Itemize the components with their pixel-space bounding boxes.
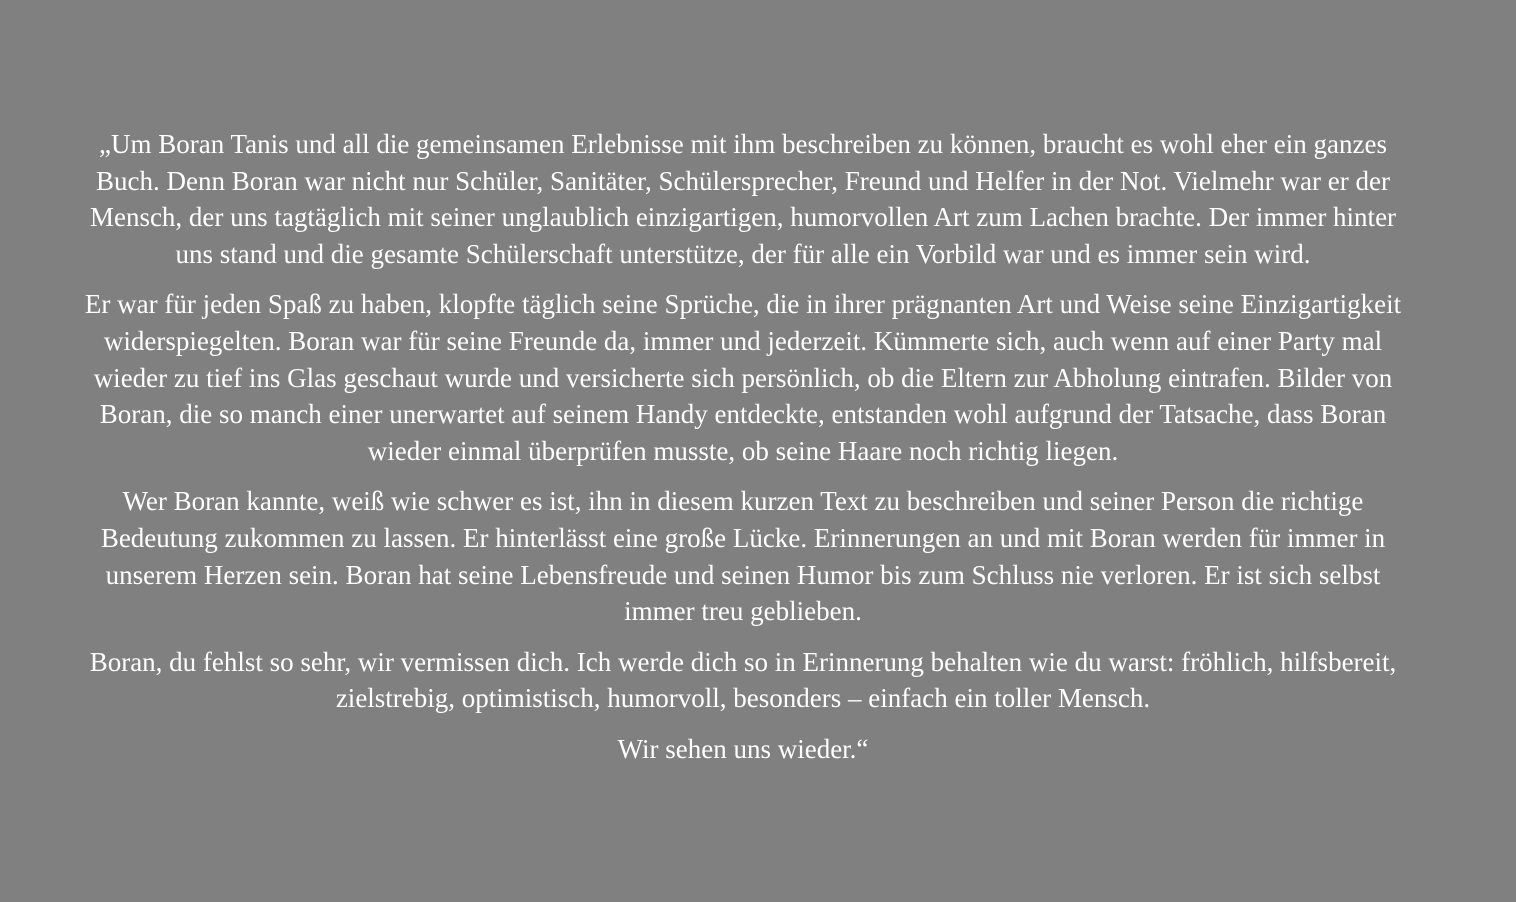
tribute-text-block bbox=[82, 126, 1404, 768]
tribute-paragraph-3: Wer Boran kannte, weiß wie schwer es ist, ihn in diesem kurzen Text zu beschreiben und seiner Person die richtige Bedeutung zukommen zu lassen. Er hinterlässt eine große Lücke. Erinnerungen an und mit Boran werden für immer in unserem Herzen sein. Boran hat seine Lebensfreude und seinen Humor bis zum Schluss nie verloren. Er ist sich selbst immer treu geblieben. bbox=[100, 486, 1386, 627]
tribute-paragraph-4: Boran, du fehlst so sehr, wir vermissen dich. Ich werde dich so in Erinnerung behalten wie du warst: fröhlich, hilfsbereit, zielstrebig, optimistisch, humorvoll, besonders – einfach ein toller Mensch. bbox=[89, 646, 1397, 714]
tribute-paragraph-1: „Um Boran Tanis und all die gemeinsamen Erlebnisse mit ihm beschreiben zu können, braucht es wohl eher ein ganzes Buch. Denn Boran war nicht nur Schüler, Sanitäter, Schülersprecher, Freund und Helfer in der Not. Vielmehr war er der Mensch, der uns tagtäglich mit seiner unglaublich einzigartigen, humorvollen Art zum Lachen brachte. Der immer hinter uns stand und die gesamte Schülerschaft unterstütze, der für alle ein Vorbild war und es immer sein wird. bbox=[89, 129, 1397, 269]
tribute-closing-line: Wir sehen uns wieder.“ bbox=[617, 733, 869, 764]
tribute-paragraph-2: Er war für jeden Spaß zu haben, klopfte täglich seine Sprüche, die in ihrer prägnanten Art und Weise seine Einzigartigkeit widerspiegelten. Boran war für seine Freunde da, immer und jederzeit. Kümmerte sich, auch wenn auf einer Party mal wieder zu tief ins Glas geschaut wurde und versicherte sich persönlich, ob die Eltern zur Abholung eintrafen. Bilder von Boran, die so manch einer unerwartet auf seinem Handy entdeckte, entstanden wohl aufgrund der Tatsache, dass Boran wieder einmal überprüfen musste, ob seine Haare noch richtig liegen. bbox=[84, 289, 1402, 466]
